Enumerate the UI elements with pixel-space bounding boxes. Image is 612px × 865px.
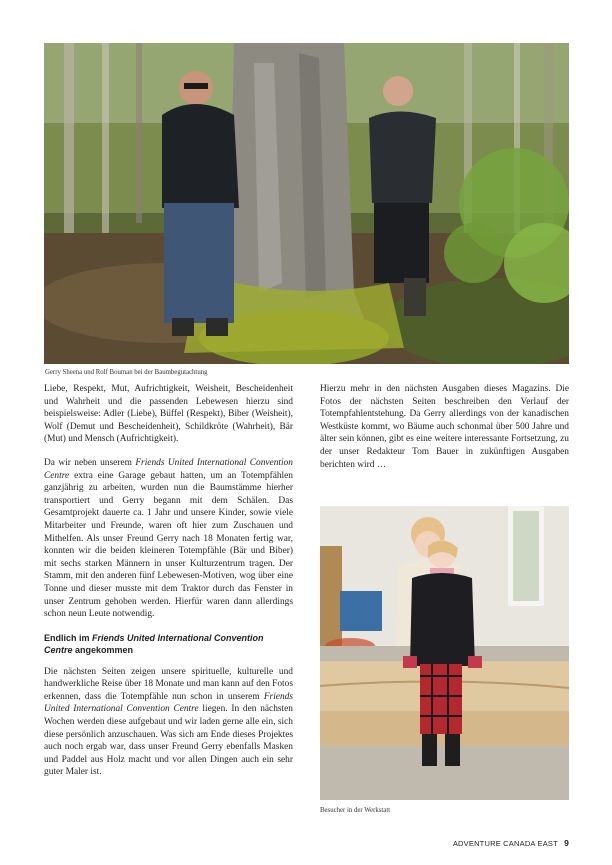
forest-tree-photo: [44, 43, 569, 364]
workshop-visitors-photo: [320, 506, 569, 800]
left-text-column: [44, 383, 293, 790]
section-subheading: Endlich im Friends United International Convention Centre angekommen: [44, 632, 264, 655]
paragraph-continuation: Hierzu mehr in den nächsten Ausgaben dieses Magazins. Die Fotos der nächsten Seiten beschreiben den Verlauf der Totempfahlentstehung. Da Gerry allerdings von der kanadischen Westküste kommt, wo Bäume auch schonmal über 500 Jahre und älter sein können, gibt es eine weitere interessante Fortsetzung, zu der unser Redakteur Tom Bauer in zukünftigen Ausgaben berichten wird …: [320, 384, 569, 470]
paragraph-journey: Die nächsten Seiten zeigen unsere spirituelle, kulturelle und handwerkliche Reise über 18 Monate und man kann auf den Fotos erkennen, dass die Totempfähle nun schon in unserem Friends United International Convention Centre liegen. In den nächsten Wochen werden diese aufgebaut und wir laden gerne alle ein, sich diese persönlich anzuschauen. Was sich am Ende dieses Projektes auch noch ergab war, dass unser Freund Gerry ebenfalls Masken und Paddel aus Holz macht und vor allen Dingen auch ein sehr guter Maler ist.: [44, 666, 293, 778]
paragraph-garage: Da wir neben unserem Friends United International Convention Centre extra eine Garage gebaut hatten, um an Totempfählen ganzjährig zu arbeiten, wurden nun die Baumstämme hierher transportiert und Gerry begann mit dem Schälen. Das Gesamtprojekt dauerte ca. 1 Jahr und unsere Kinder, sowie viele Mitarbeiter und Freunde, waren oft hier zum Zuschauen und Mithelfen. Als unser Freund Gerry nach 18 Monaten fertig war, konnten wir die beiden kleineren Totempfähle (Bär und Biber) mit sechs starken Männern in unser Kulturzentrum tragen. Der Stamm, mit den anderen fünf Lebewesen-Motiven, wog über eine Tonne und dieser musste mit dem Traktor durch das Fenster in unser Zentrum gehoben werden. Hierfür waren dann allerdings schon neun Leute notwendig.: [44, 457, 293, 620]
right-text-column: [320, 383, 569, 482]
page-number: 9: [564, 838, 569, 848]
centre-name: Friends United International Convention Centre: [44, 691, 293, 715]
page-footer: [453, 838, 569, 848]
top-photo-caption: Gerry Sheena und Rolf Bouman bei der Baumbegutachtung: [45, 369, 208, 376]
centre-name: Friends United International Convention Centre: [44, 457, 293, 481]
magazine-name: ADVENTURE CANADA EAST: [452, 839, 558, 848]
centre-name: Friends United International Convention Centre: [44, 632, 264, 655]
workshop-photo-caption: Besucher in der Werkstatt: [320, 807, 391, 814]
paragraph-values: Liebe, Respekt, Mut, Aufrichtigkeit, Weisheit, Bescheidenheit und Wahrheit und die passenden Lebewesen hierzu sind beispielsweise: Adler (Liebe), Büffel (Respekt), Biber (Weisheit), Wolf (Demut und Bescheidenheit), Schildkröte (Wahrheit), Bär (Mut) und Mensch (Aufrichtigkeit).: [44, 384, 293, 445]
